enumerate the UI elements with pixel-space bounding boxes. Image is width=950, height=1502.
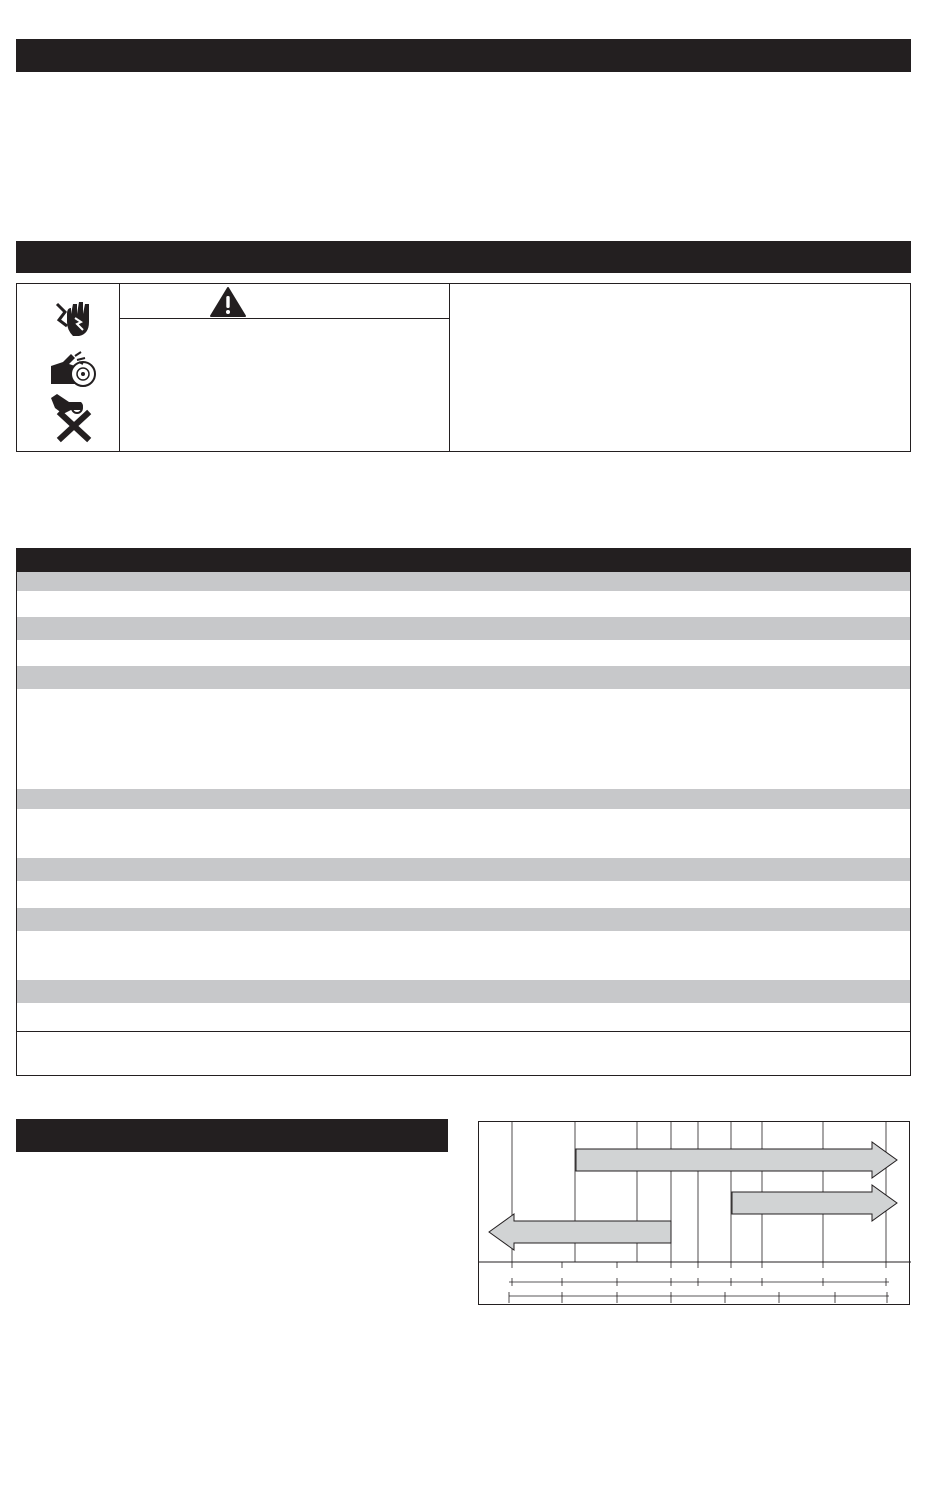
table-row: [17, 858, 910, 881]
electric-shock-hand-icon: [57, 302, 89, 336]
range-chart-svg: [479, 1122, 911, 1306]
table-row: [17, 931, 910, 980]
chart-section-header: [16, 1119, 448, 1152]
table-row: [17, 666, 910, 689]
caution-heading: [120, 284, 449, 319]
hand-entanglement-wheel-icon: [51, 352, 95, 386]
chart-section-title: [16, 1126, 26, 1143]
table-row: [17, 1003, 910, 1032]
table-row: [17, 689, 910, 789]
warning-box: [16, 283, 911, 452]
range-arrow-right-upper: [576, 1142, 897, 1178]
top-section-title: [16, 46, 26, 63]
lower-scale: [509, 1292, 889, 1303]
specs-section-header: [16, 548, 911, 572]
table-row: [17, 640, 910, 666]
warning-icons: [17, 284, 120, 453]
safety-section-header: [16, 241, 911, 273]
range-arrow-right-lower: [732, 1185, 897, 1221]
range-chart: [478, 1121, 910, 1305]
table-row: [17, 572, 910, 591]
range-arrow-left: [489, 1214, 671, 1250]
table-row: [17, 980, 910, 1003]
caution-column: [120, 284, 450, 451]
top-section-header: [16, 39, 911, 72]
table-footer-row: [17, 1032, 910, 1075]
warning-triangle-icon: [208, 286, 248, 318]
table-row: [17, 809, 910, 858]
table-row: [17, 881, 910, 908]
warning-icons-column: [17, 284, 120, 451]
no-hand-contact-icon: [51, 394, 87, 438]
specs-table: [16, 572, 911, 1076]
safety-section-title: [16, 248, 26, 265]
range-arrows: [489, 1142, 897, 1250]
specs-section-title: [16, 551, 26, 568]
table-row: [17, 617, 910, 640]
table-row: [17, 908, 910, 931]
table-row: [17, 789, 910, 809]
upper-scale: [509, 1262, 889, 1286]
table-row: [17, 591, 910, 617]
